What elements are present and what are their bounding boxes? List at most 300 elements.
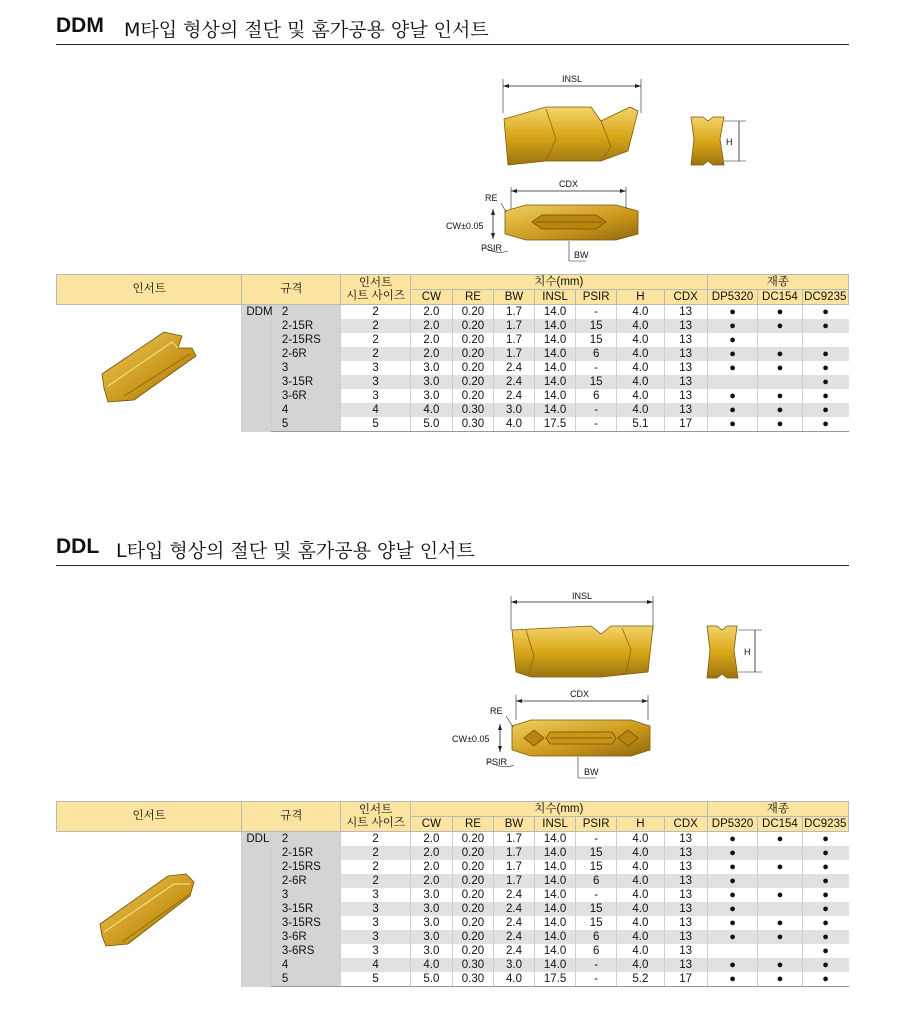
g2-cell: ●	[758, 888, 802, 902]
psir-cell: -	[576, 958, 617, 972]
spec-group: DDL	[242, 832, 271, 987]
psir-cell: 6	[576, 874, 617, 888]
re-cell: 0.20	[452, 375, 493, 389]
insert-image-cell	[57, 832, 242, 987]
g3-cell: ●	[802, 319, 848, 333]
g3-cell: ●	[802, 403, 848, 417]
g2-cell: ●	[758, 417, 802, 432]
header-h: H	[617, 817, 664, 832]
h-cell: 4.0	[617, 888, 664, 902]
h-cell: 4.0	[617, 347, 664, 361]
g1-cell: ●	[707, 958, 758, 972]
psir-cell: 6	[576, 944, 617, 958]
cw-cell: 2.0	[410, 305, 452, 320]
g3-cell: ●	[802, 916, 848, 930]
cdx-cell: 13	[664, 361, 707, 375]
seat-size-cell: 3	[341, 902, 411, 916]
seat-size-cell: 2	[341, 347, 411, 361]
insert-photo	[94, 862, 204, 952]
cdx-label: CDX	[570, 689, 590, 699]
header-seat-size: 인서트 시트 사이즈	[341, 275, 411, 305]
cdx-cell: 13	[664, 930, 707, 944]
psir-cell: 15	[576, 860, 617, 874]
insert-photo	[94, 326, 204, 406]
psir-cell: 15	[576, 319, 617, 333]
g1-cell: ●	[707, 319, 758, 333]
insl-cell: 14.0	[535, 333, 576, 347]
cw-cell: 2.0	[410, 860, 452, 874]
re-cell: 0.20	[452, 832, 493, 847]
psir-cell: 15	[576, 902, 617, 916]
g3-cell: ●	[802, 375, 848, 389]
h-cell: 4.0	[617, 874, 664, 888]
table-row	[57, 305, 849, 320]
spec-cell: 2-6R	[271, 874, 341, 888]
h-cell: 4.0	[617, 361, 664, 375]
h-cell: 4.0	[617, 333, 664, 347]
insl-cell: 14.0	[535, 403, 576, 417]
cw-cell: 3.0	[410, 361, 452, 375]
g3-cell: ●	[802, 305, 848, 320]
cdx-cell: 13	[664, 846, 707, 860]
g1-cell: ●	[707, 403, 758, 417]
cw-cell: 5.0	[410, 972, 452, 987]
header-bw: BW	[493, 817, 534, 832]
seat-size-cell: 3	[341, 361, 411, 375]
insl-cell: 14.0	[535, 305, 576, 320]
spec-cell: 3-6R	[271, 389, 341, 403]
re-cell: 0.20	[452, 874, 493, 888]
cw-cell: 3.0	[410, 930, 452, 944]
header-spec: 규격	[242, 802, 341, 832]
insert-side-view	[504, 107, 638, 165]
g2-cell	[758, 874, 802, 888]
insl-cell: 14.0	[535, 846, 576, 860]
cdx-cell: 13	[664, 888, 707, 902]
insl-cell: 14.0	[535, 888, 576, 902]
header-cw: CW	[410, 817, 452, 832]
insert-side-view	[512, 626, 653, 677]
bw-cell: 1.7	[493, 860, 534, 874]
header-psir: PSIR	[576, 290, 617, 305]
cdx-cell: 17	[664, 417, 707, 432]
bw-cell: 4.0	[493, 417, 534, 432]
spec-cell: 4	[271, 958, 341, 972]
header-bw: BW	[493, 290, 534, 305]
bw-cell: 4.0	[493, 972, 534, 987]
seat-size-cell: 3	[341, 944, 411, 958]
header-cdx: CDX	[664, 817, 707, 832]
re-cell: 0.30	[452, 403, 493, 417]
spec-cell: 3	[271, 361, 341, 375]
seat-size-cell: 2	[341, 846, 411, 860]
header-dims-group: 치수(mm)	[410, 802, 707, 817]
seat-size-cell: 2	[341, 860, 411, 874]
bw-cell: 2.4	[493, 361, 534, 375]
h-cell: 4.0	[617, 375, 664, 389]
g3-cell: ●	[802, 361, 848, 375]
table-row	[57, 832, 849, 847]
cw-cell: 3.0	[410, 888, 452, 902]
bw-cell: 2.4	[493, 930, 534, 944]
insert-end-view	[691, 117, 724, 165]
spec-cell: 3-15R	[271, 902, 341, 916]
section-title	[56, 535, 849, 566]
h-cell: 4.0	[617, 846, 664, 860]
seat-size-cell: 2	[341, 305, 411, 320]
header-grade-dp5320: DP5320	[707, 290, 758, 305]
g3-cell: ●	[802, 832, 848, 847]
psir-cell: -	[576, 888, 617, 902]
bw-cell: 2.4	[493, 902, 534, 916]
section-title	[56, 14, 849, 45]
g2-cell	[758, 944, 802, 958]
h-cell: 4.0	[617, 832, 664, 847]
header-dims-group: 치수(mm)	[410, 275, 707, 290]
header-insl: INSL	[535, 817, 576, 832]
seat-size-cell: 5	[341, 972, 411, 987]
header-grade-dc154: DC154	[758, 290, 802, 305]
bw-cell: 2.4	[493, 375, 534, 389]
spec-group: DDM	[242, 305, 271, 432]
section-code: DDL	[56, 535, 100, 558]
seat-size-cell: 3	[341, 930, 411, 944]
g3-cell: ●	[802, 930, 848, 944]
g1-cell: ●	[707, 972, 758, 987]
g1-cell	[707, 944, 758, 958]
psir-cell: 15	[576, 375, 617, 389]
cdx-cell: 17	[664, 972, 707, 987]
insl-cell: 14.0	[535, 319, 576, 333]
insl-cell: 14.0	[535, 361, 576, 375]
g2-cell	[758, 375, 802, 389]
bw-cell: 3.0	[493, 958, 534, 972]
seat-size-cell: 2	[341, 333, 411, 347]
g3-cell	[802, 333, 848, 347]
g3-cell: ●	[802, 972, 848, 987]
section-description: M타입 형상의 절단 및 홈가공용 양날 인서트	[124, 19, 489, 41]
psir-cell: -	[576, 305, 617, 320]
bw-cell: 2.4	[493, 888, 534, 902]
cw-cell: 2.0	[410, 874, 452, 888]
insert-end-view	[707, 626, 738, 678]
bw-cell: 1.7	[493, 832, 534, 847]
psir-cell: 6	[576, 347, 617, 361]
h-cell: 4.0	[617, 319, 664, 333]
insl-cell: 14.0	[535, 389, 576, 403]
seat-size-cell: 3	[341, 888, 411, 902]
cdx-cell: 13	[664, 860, 707, 874]
h-label: H	[744, 647, 751, 657]
insert-dimension-diagram	[56, 590, 849, 830]
spec-cell: 2-15R	[271, 846, 341, 860]
cw-cell: 3.0	[410, 389, 452, 403]
cw-cell: 3.0	[410, 375, 452, 389]
bw-cell: 1.7	[493, 846, 534, 860]
cw-cell: 4.0	[410, 958, 452, 972]
g2-cell: ●	[758, 347, 802, 361]
re-cell: 0.20	[452, 347, 493, 361]
g2-cell	[758, 846, 802, 860]
g3-cell: ●	[802, 846, 848, 860]
h-cell: 4.0	[617, 403, 664, 417]
cw-label: CW±0.05	[446, 221, 484, 231]
spec-cell: 3-15RS	[271, 916, 341, 930]
cdx-cell: 13	[664, 319, 707, 333]
bw-cell: 1.7	[493, 874, 534, 888]
header-grade-dc9235: DC9235	[802, 290, 848, 305]
psir-cell: 15	[576, 916, 617, 930]
cw-cell: 2.0	[410, 333, 452, 347]
spec-cell: 4	[271, 403, 341, 417]
cw-cell: 4.0	[410, 403, 452, 417]
cdx-cell: 13	[664, 389, 707, 403]
cw-cell: 2.0	[410, 319, 452, 333]
g2-cell: ●	[758, 958, 802, 972]
insl-label: INSL	[562, 74, 583, 84]
seat-size-cell: 2	[341, 832, 411, 847]
bw-cell: 1.7	[493, 347, 534, 361]
g1-cell: ●	[707, 389, 758, 403]
g3-cell: ●	[802, 417, 848, 432]
h-label: H	[726, 137, 733, 147]
bw-cell: 2.4	[493, 389, 534, 403]
seat-size-cell: 2	[341, 319, 411, 333]
spec-table	[56, 274, 849, 432]
header-grade-dc154: DC154	[758, 817, 802, 832]
header-spec: 규격	[242, 275, 341, 305]
insl-cell: 14.0	[535, 860, 576, 874]
g1-cell: ●	[707, 305, 758, 320]
bw-cell: 1.7	[493, 319, 534, 333]
re-cell: 0.20	[452, 305, 493, 320]
insl-cell: 14.0	[535, 375, 576, 389]
header-re: RE	[452, 817, 493, 832]
cdx-cell: 13	[664, 874, 707, 888]
re-cell: 0.30	[452, 958, 493, 972]
psir-label: PSIR	[481, 243, 503, 253]
header-insert: 인서트	[57, 802, 242, 832]
cdx-label: CDX	[559, 179, 579, 189]
g2-cell	[758, 333, 802, 347]
g3-cell: ●	[802, 874, 848, 888]
seat-size-cell: 2	[341, 874, 411, 888]
cw-cell: 5.0	[410, 417, 452, 432]
header-insl: INSL	[535, 290, 576, 305]
g3-cell: ●	[802, 902, 848, 916]
insl-cell: 14.0	[535, 832, 576, 847]
insl-cell: 14.0	[535, 944, 576, 958]
spec-cell: 5	[271, 417, 341, 432]
g1-cell: ●	[707, 361, 758, 375]
spec-table	[56, 801, 849, 987]
section-description: L타입 형상의 절단 및 홈가공용 양날 인서트	[116, 540, 475, 562]
cw-cell: 3.0	[410, 902, 452, 916]
g3-cell: ●	[802, 958, 848, 972]
g1-cell: ●	[707, 846, 758, 860]
g3-cell: ●	[802, 888, 848, 902]
section-code: DDM	[56, 14, 104, 37]
bw-cell: 2.4	[493, 944, 534, 958]
g3-cell: ●	[802, 860, 848, 874]
g1-cell	[707, 375, 758, 389]
g2-cell: ●	[758, 860, 802, 874]
psir-cell: 15	[576, 333, 617, 347]
g1-cell: ●	[707, 902, 758, 916]
g1-cell: ●	[707, 860, 758, 874]
insl-label: INSL	[572, 591, 593, 601]
g2-cell: ●	[758, 930, 802, 944]
re-cell: 0.20	[452, 902, 493, 916]
psir-cell: 6	[576, 389, 617, 403]
seat-size-cell: 4	[341, 958, 411, 972]
spec-cell: 2-15R	[271, 319, 341, 333]
psir-cell: -	[576, 832, 617, 847]
g1-cell: ●	[707, 417, 758, 432]
re-cell: 0.20	[452, 333, 493, 347]
spec-cell: 3-6R	[271, 930, 341, 944]
h-cell: 4.0	[617, 902, 664, 916]
psir-label: PSIR	[486, 757, 508, 767]
bw-cell: 1.7	[493, 333, 534, 347]
header-cw: CW	[410, 290, 452, 305]
psir-cell: -	[576, 417, 617, 432]
cdx-cell: 13	[664, 375, 707, 389]
g2-cell: ●	[758, 403, 802, 417]
g1-cell: ●	[707, 874, 758, 888]
g2-cell: ●	[758, 832, 802, 847]
g2-cell: ●	[758, 305, 802, 320]
g1-cell: ●	[707, 930, 758, 944]
h-cell: 4.0	[617, 958, 664, 972]
re-cell: 0.20	[452, 916, 493, 930]
re-cell: 0.20	[452, 361, 493, 375]
insl-cell: 14.0	[535, 958, 576, 972]
insert-image-cell	[57, 305, 242, 432]
insl-cell: 14.0	[535, 916, 576, 930]
g1-cell: ●	[707, 888, 758, 902]
psir-cell: -	[576, 403, 617, 417]
g1-cell: ●	[707, 832, 758, 847]
header-cdx: CDX	[664, 290, 707, 305]
seat-size-cell: 3	[341, 389, 411, 403]
g1-cell: ●	[707, 916, 758, 930]
spec-cell: 3-15R	[271, 375, 341, 389]
h-cell: 5.1	[617, 417, 664, 432]
spec-cell: 2-15RS	[271, 333, 341, 347]
psir-cell: 15	[576, 846, 617, 860]
h-cell: 4.0	[617, 389, 664, 403]
cw-cell: 2.0	[410, 347, 452, 361]
insert-dimension-diagram	[56, 69, 849, 309]
g2-cell: ●	[758, 361, 802, 375]
re-cell: 0.20	[452, 944, 493, 958]
seat-size-cell: 3	[341, 375, 411, 389]
re-cell: 0.20	[452, 389, 493, 403]
g3-cell: ●	[802, 944, 848, 958]
bw-cell: 1.7	[493, 305, 534, 320]
header-insert: 인서트	[57, 275, 242, 305]
header-grade-dp5320: DP5320	[707, 817, 758, 832]
h-cell: 4.0	[617, 305, 664, 320]
h-cell: 4.0	[617, 916, 664, 930]
psir-cell: 6	[576, 930, 617, 944]
g2-cell	[758, 902, 802, 916]
g1-cell: ●	[707, 347, 758, 361]
g2-cell: ●	[758, 916, 802, 930]
spec-cell: 3	[271, 888, 341, 902]
h-cell: 4.0	[617, 944, 664, 958]
bw-label: BW	[584, 767, 599, 777]
seat-size-cell: 4	[341, 403, 411, 417]
header-grade-dc9235: DC9235	[802, 817, 848, 832]
cdx-cell: 13	[664, 944, 707, 958]
cw-cell: 2.0	[410, 846, 452, 860]
g2-cell: ●	[758, 389, 802, 403]
section-ddl	[56, 535, 849, 1015]
cdx-cell: 13	[664, 958, 707, 972]
psir-cell: -	[576, 972, 617, 987]
insl-cell: 17.5	[535, 972, 576, 987]
h-cell: 5.2	[617, 972, 664, 987]
g2-cell: ●	[758, 972, 802, 987]
insl-cell: 14.0	[535, 902, 576, 916]
g2-cell: ●	[758, 319, 802, 333]
re-cell: 0.20	[452, 860, 493, 874]
insl-cell: 14.0	[535, 874, 576, 888]
spec-cell: 5	[271, 972, 341, 987]
spec-cell: 2	[271, 305, 341, 320]
cw-label: CW±0.05	[452, 734, 490, 744]
spec-cell: 2-15RS	[271, 860, 341, 874]
header-h: H	[617, 290, 664, 305]
cdx-cell: 13	[664, 347, 707, 361]
header-grade-group: 재종	[707, 802, 848, 817]
cdx-cell: 13	[664, 305, 707, 320]
spec-cell: 3-6RS	[271, 944, 341, 958]
cw-cell: 2.0	[410, 832, 452, 847]
header-seat-size: 인서트 시트 사이즈	[341, 802, 411, 832]
g3-cell: ●	[802, 347, 848, 361]
bw-cell: 3.0	[493, 403, 534, 417]
cdx-cell: 13	[664, 916, 707, 930]
header-re: RE	[452, 290, 493, 305]
header-psir: PSIR	[576, 817, 617, 832]
spec-cell: 2	[271, 832, 341, 847]
cw-cell: 3.0	[410, 944, 452, 958]
re-cell: 0.20	[452, 319, 493, 333]
seat-size-cell: 5	[341, 417, 411, 432]
re-label: RE	[490, 706, 503, 716]
g1-cell: ●	[707, 333, 758, 347]
h-cell: 4.0	[617, 930, 664, 944]
seat-size-cell: 3	[341, 916, 411, 930]
header-grade-group: 재종	[707, 275, 848, 290]
cdx-cell: 13	[664, 333, 707, 347]
insl-cell: 14.0	[535, 930, 576, 944]
re-cell: 0.20	[452, 846, 493, 860]
psir-cell: -	[576, 361, 617, 375]
re-label: RE	[485, 193, 498, 203]
re-cell: 0.20	[452, 930, 493, 944]
bw-cell: 2.4	[493, 916, 534, 930]
h-cell: 4.0	[617, 860, 664, 874]
cdx-cell: 13	[664, 902, 707, 916]
cw-cell: 3.0	[410, 916, 452, 930]
insl-cell: 17.5	[535, 417, 576, 432]
cdx-cell: 13	[664, 403, 707, 417]
spec-cell: 2-6R	[271, 347, 341, 361]
